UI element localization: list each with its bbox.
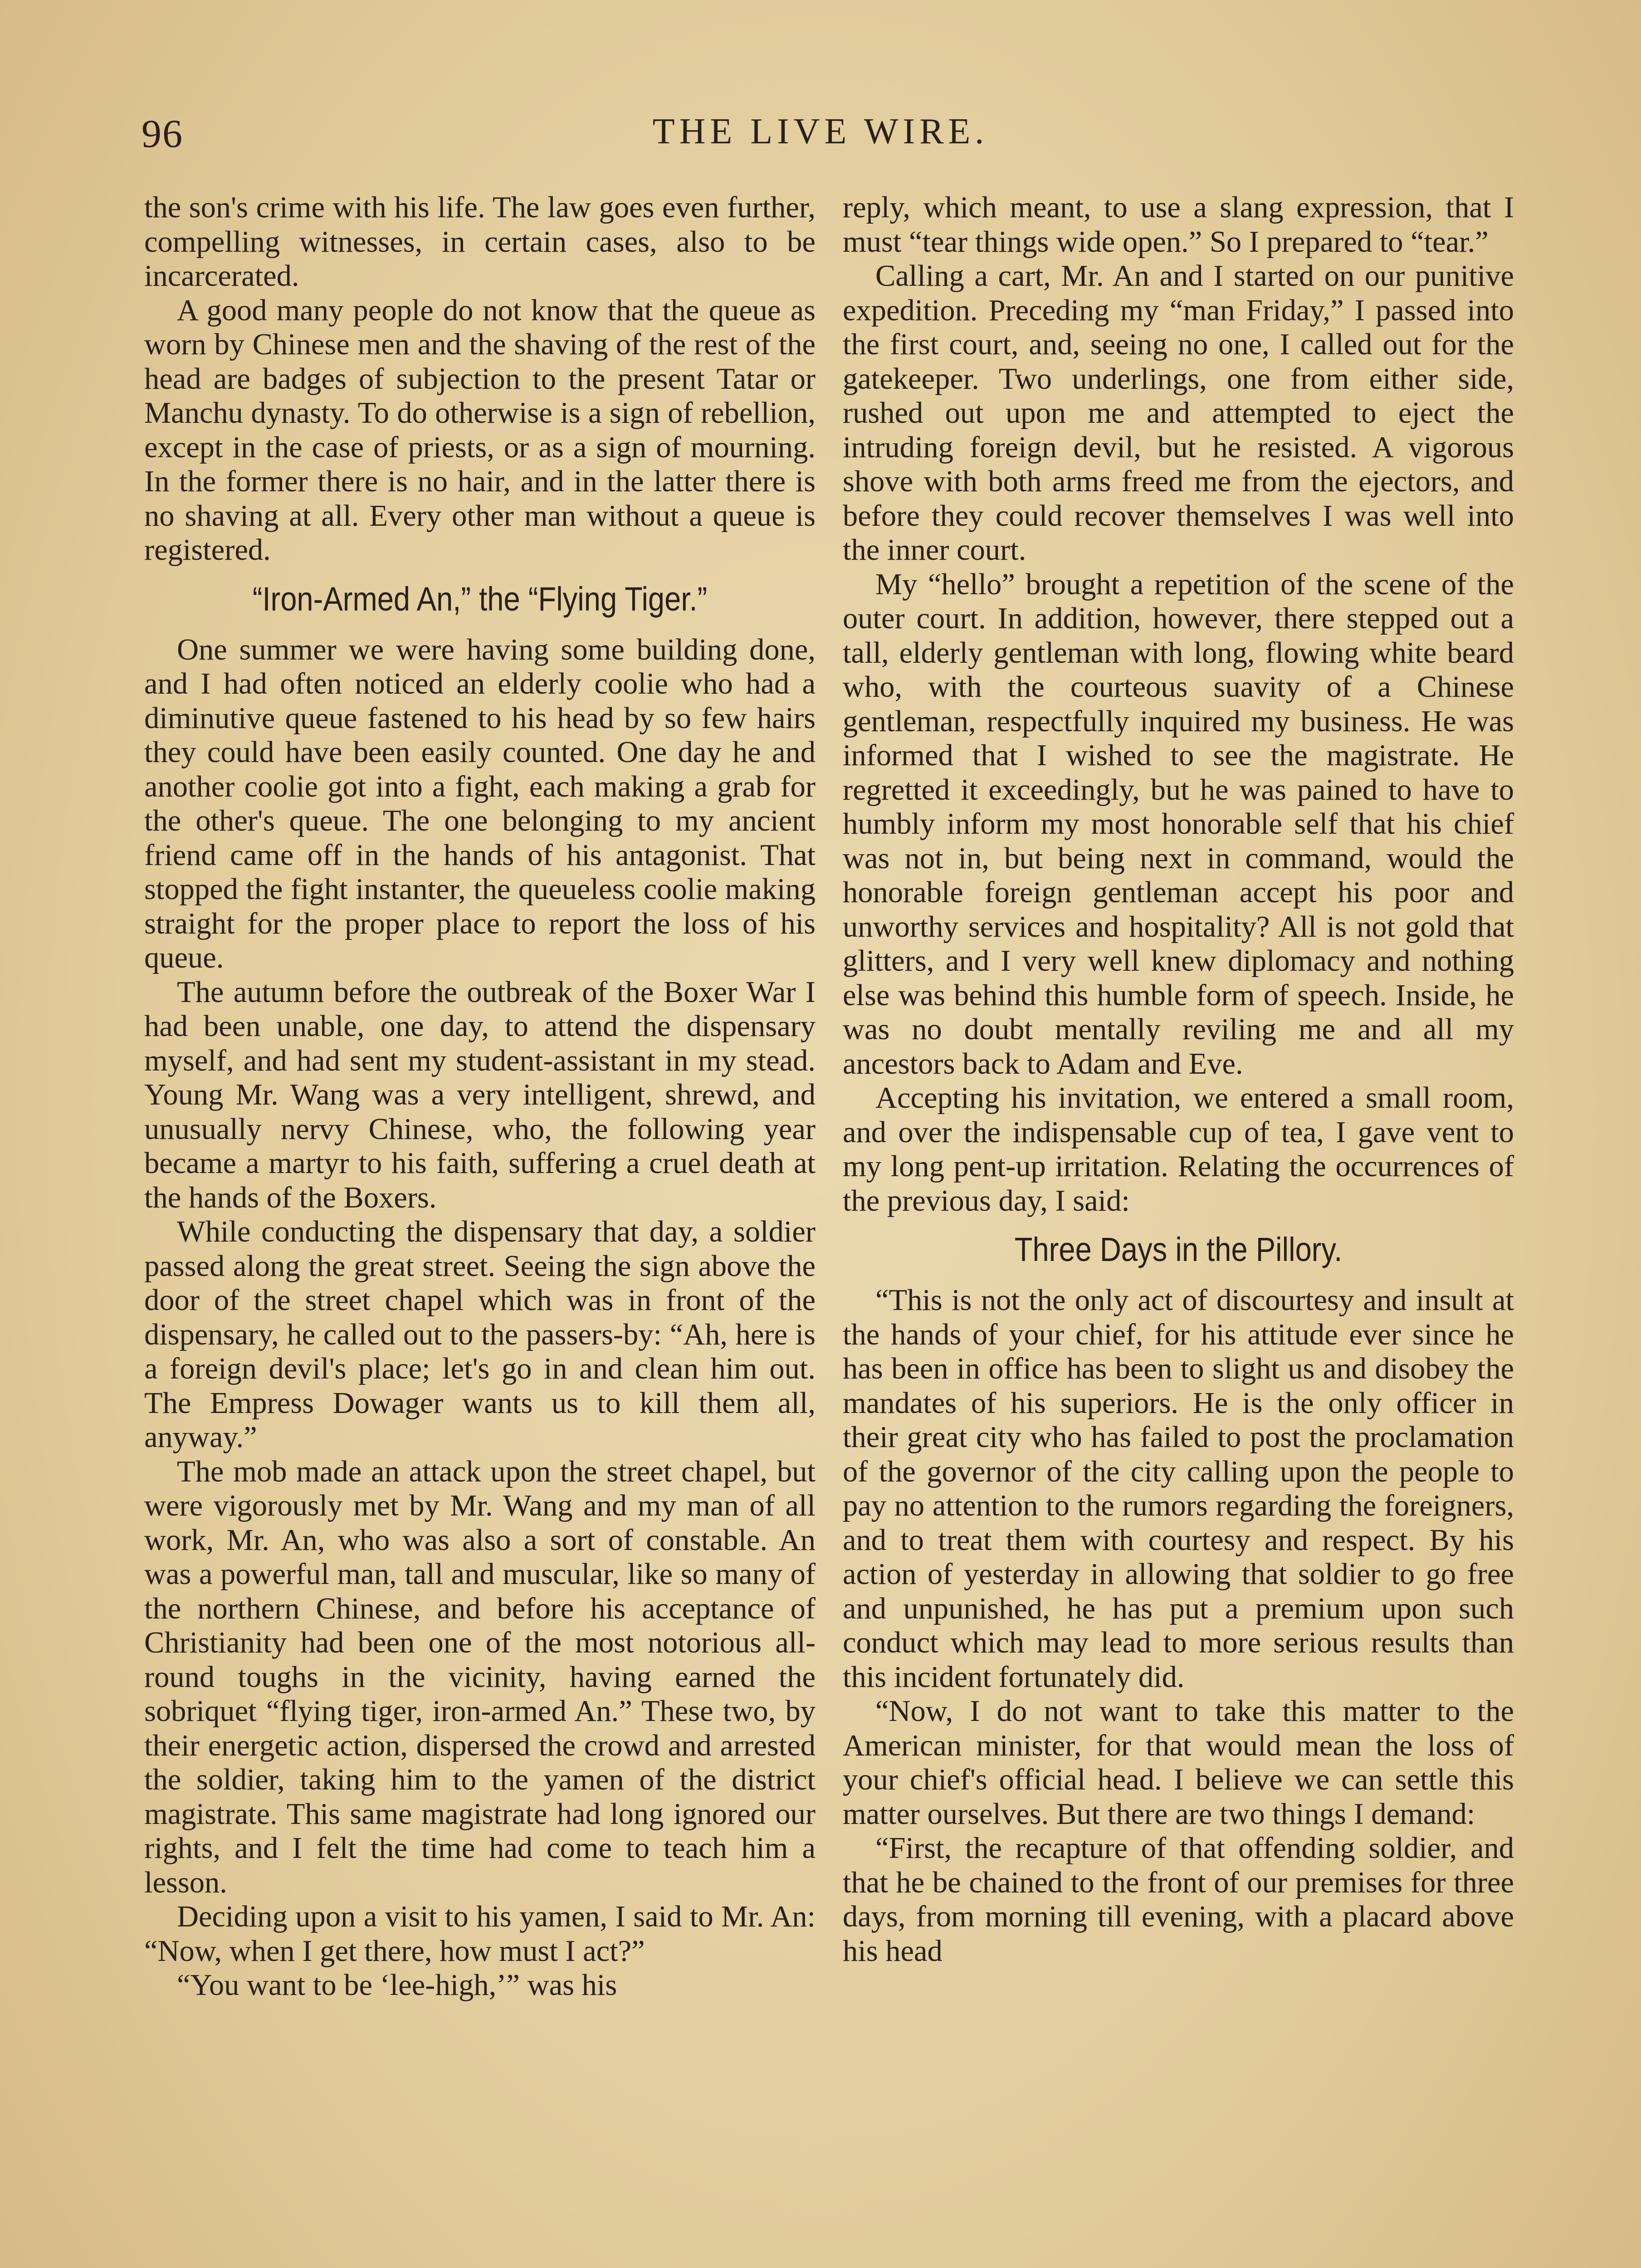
paragraph: Calling a cart, Mr. An and I started on our punitive expedition. Preceding my “man Friday,” I passed into the first court, and, seeing no one, I called out for the gatekeeper. Two underlings, one from either side, rushed out upon me and attempted to eject the intruding foreign devil, but he resisted. A vigorous shove with both arms freed me from the ejectors, and before they could recover themselves I was well into the inner court. [843, 259, 1514, 567]
paragraph: “Now, I do not want to take this matter to the American minister, for that would mean the loss of your chief's official head. I believe we can settle this matter ourselves. But there are two things I demand: [843, 1695, 1514, 1831]
running-title: THE LIVE WIRE. [652, 112, 989, 152]
paragraph: “First, the recapture of that offending soldier, and that he be chained to the front of our premises for three days, from morning till evening, with a placard above his head [843, 1832, 1514, 1968]
paragraph: Deciding upon a visit to his yamen, I said to Mr. An: “Now, when I get there, how must I act?” [144, 1900, 816, 1968]
paragraph: “You want to be ‘lee-high,’” was his [177, 1969, 617, 2002]
page-number: 96 [142, 112, 183, 156]
paragraph: reply, which meant, to use a slang expression, that I must “tear things wide open.” So I prepared to “tear.” [843, 191, 1514, 259]
paragraph: The autumn before the outbreak of the Boxer War I had been unable, one day, to attend the dispensary myself, and had sent my student-assistant in my stead. Young Mr. Wang was a very intelligent, shrewd, and unusually nervy Chinese, who, the following year became a martyr to his faith, suffering a cruel death at the hands of the Boxers. [144, 975, 816, 1214]
paragraph: A good many people do not know that the queue as worn by Chinese men and the shaving of the rest of the head are badges of subjection to the present Tatar or Manchu dynasty. To do otherwise is a sign of rebellion, except in the case of priests, or as a sign of mourning. In the former there is no hair, and in the latter there is no shaving at all. Every other man without a queue is registered. [144, 293, 816, 567]
section-heading: Three Days in the Pillory. [1014, 1231, 1343, 1268]
right-column [843, 191, 1514, 1968]
left-column [144, 191, 816, 2003]
paragraph: the son's crime with his life. The law goes even further, compelling witnesses, in certain cases, also to be incarcerated. [144, 191, 816, 293]
paragraph: While conducting the dispensary that day, a soldier passed along the great street. Seeing the sign above the door of the street chapel which was in front of the dispensary, he called out to the passers-by: “Ah, here is a foreign devil's place; let's go in and clean him out. The Empress Dowager wants us to kill them all, anyway.” [144, 1215, 816, 1454]
paragraph: “This is not the only act of discourtesy and insult at the hands of your chief, for his attitude ever since he has been in office has been to slight us and disobey the mandates of his superiors. He is the only officer in their great city who has failed to post the proclamation of the governor of the city calling upon the people to pay no attention to the rumors regarding the foreigners, and to treat them with courtesy and respect. By his action of yesterday in allowing that soldier to go free and unpunished, he has put a premium upon such conduct which may lead to more serious results than this incident fortunately did. [843, 1284, 1514, 1694]
paragraph: One summer we were having some building done, and I had often noticed an elderly coolie who had a diminutive queue fastened to his head by so few hairs they could have been easily counted. One day he and another coolie got into a fight, each making a grab for the other's queue. The one belonging to my ancient friend came off in the hands of his antagonist. That stopped the fight instanter, the queueless coolie making straight for the proper place to report the loss of his queue. [144, 633, 816, 974]
paragraph: The mob made an attack upon the street chapel, but were vigorously met by Mr. Wang and my man of all work, Mr. An, who was also a sort of constable. An was a powerful man, tall and muscular, like so many of the northern Chinese, and before his acceptance of Christianity had been one of the most notorious all-round toughs in the vicinity, having earned the sobriquet “flying tiger, iron-armed An.” These two, by their energetic action, dispersed the crowd and arrested the soldier, taking him to the yamen of the district magistrate. This same magistrate had long ignored our rights, and I felt the time had come to teach him a lesson. [144, 1455, 816, 1899]
paragraph: Accepting his invitation, we entered a small room, and over the indispensable cup of tea, I gave vent to my long pent-up irritation. Relating the occurrences of the previous day, I said: [843, 1081, 1514, 1217]
paragraph: My “hello” brought a repetition of the scene of the outer court. In addition, however, there stepped out a tall, elderly gentleman with long, flowing white beard who, with the courteous suavity of a Chinese gentleman, respectfully inquired my business. He was informed that I wished to see the magistrate. He regretted it exceedingly, but he was pained to have to humbly inform my most honorable self that his chief was not in, but being next in command, would the honorable foreign gentleman accept his poor and unworthy services and hospitality? All is not gold that glitters, and I very well knew diplomacy and nothing else was behind this humble form of speech. Inside, he was no doubt mentally reviling me and all my ancestors back to Adam and Eve. [843, 567, 1514, 1080]
section-heading: “Iron-Armed An,” the “Flying Tiger.” [252, 580, 708, 618]
